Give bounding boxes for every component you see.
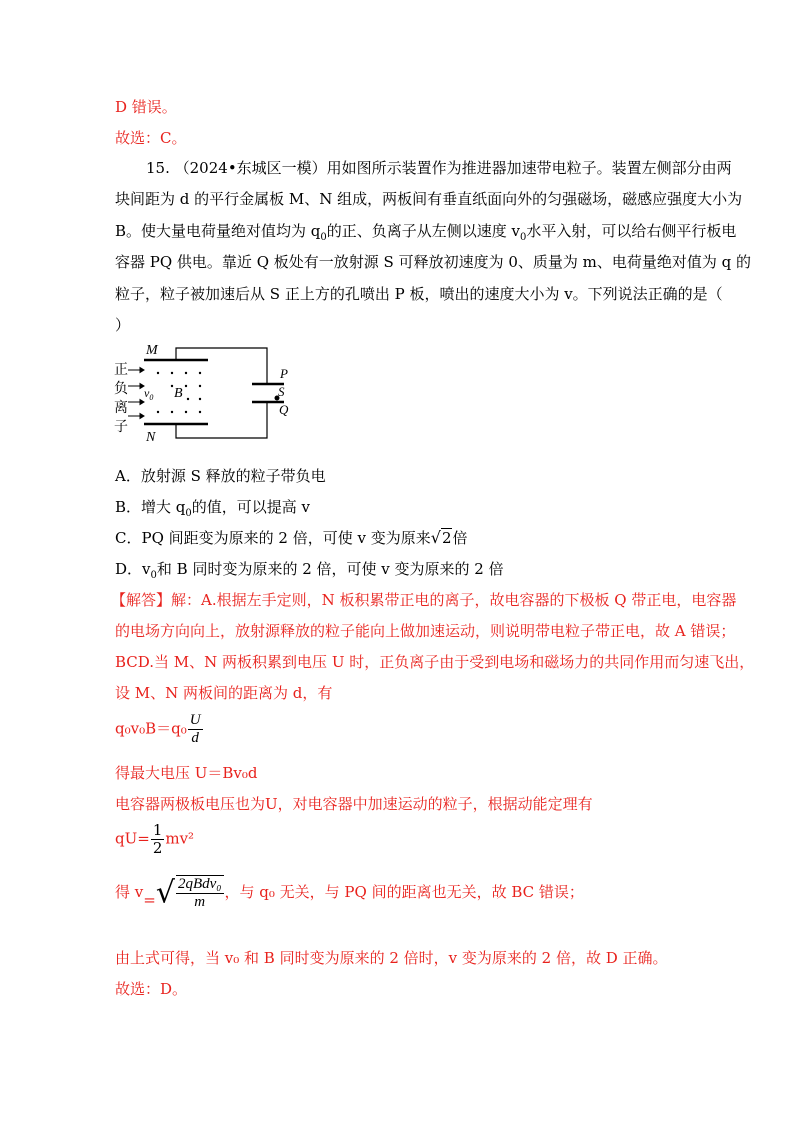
option-c: C．PQ 间距变为原来的 2 倍，可使 v 变为原来√2倍: [115, 528, 468, 547]
question-line-3: B。使大量电荷量绝对值均为 $q_0$的正、负离子从左侧以速度 $v_0$水平入射，可以给右侧平行板电: [115, 222, 737, 243]
side-char-3: 离: [114, 400, 128, 416]
question-line-4: 容器 PQ 供电。靠近 Q 板处有一放射源 S 可释放初速度为 0、质量为 m、电荷量绝对值为 q 的: [115, 253, 752, 271]
prev-d-wrong: D 错误。: [115, 98, 177, 116]
question-line-2: 块间距为 d 的平行金属板 M、N 组成，两板间有垂直纸面向外的匀强磁场，磁感应强度大小为: [115, 190, 743, 208]
question-line-1: 15. （2024•东城区一模）用如图所示装置作为推进器加速带电粒子。装置左侧部分由两: [146, 159, 732, 177]
sqrt-symbol: √: [430, 528, 441, 547]
equation-3: 得 v=√ $\frac{\text{2qBdv₀}}{m}$ ，与 q₀ 无关，与 PQ 间的距离也无关，故 BC 错误；: [115, 875, 584, 911]
solution-line-6: 电容器两极板电压也为U，对电容器中加速运动的粒子，根据动能定理有: [115, 795, 593, 813]
sqrt-symbol-big: √: [155, 875, 175, 911]
solution-tag: 【解答】: [111, 591, 172, 609]
question-line-6: ）: [115, 316, 131, 334]
label-s: S: [278, 384, 285, 399]
solution-line-2: 的电场方向向上，放射源释放的粒子能向上做加速运动，则说明带电粒子带正电，故 A 错误；: [115, 622, 736, 640]
label-p: P: [280, 366, 288, 381]
solution-line-1: 【解答】解：A.根据左手定则，N 板积累带正电的离子，故电容器的下极板 Q 带正电，电容器: [111, 591, 737, 609]
wire-bottom: [176, 402, 267, 438]
solution-answer: 故选：D。: [115, 980, 188, 998]
option-d: D．$v_0$和 B 同时变为原来的 2 倍，可使 v 变为原来的 2 倍: [115, 560, 504, 581]
label-m: M: [146, 343, 158, 358]
solution-line-4: 设 M、N 两板间的距离为 d，有: [115, 684, 333, 702]
label-n: N: [146, 430, 156, 445]
question-source: （2024•东城区一模）: [174, 159, 327, 177]
side-char-2: 负: [114, 381, 128, 397]
solution-line-7: 由上式可得，当 v₀ 和 B 同时变为原来的 2 倍时，v 变为原来的 2 倍，故 D 正确。: [115, 949, 668, 967]
equation-2: qU= $\frac{1}{2}$ mv²: [115, 821, 195, 857]
wire-top: [176, 348, 267, 384]
option-a: A．放射源 S 释放的粒子带负电: [115, 467, 326, 485]
solution-line-5: 得最大电压 U＝Bv₀d: [115, 764, 258, 782]
solution-line-3: BCD.当 M、N 两板积累到电压 U 时，正负离子由于受到电场和磁场力的共同作用而匀速飞出，: [115, 653, 755, 671]
equation-1: q₀v₀B＝q₀ $\frac{U}{d}$: [115, 712, 201, 746]
prev-answer: 故选：C。: [115, 129, 187, 147]
label-v0: $v_0$: [144, 386, 154, 402]
question-line-5: 粒子，粒子被加速后从 S 正上方的孔喷出 P 板，喷出的速度大小为 v。下列说法正确的是（: [115, 285, 723, 303]
apparatus-diagram: [112, 340, 312, 448]
option-b: B．增大 $q_0$的值，可以提高 v: [115, 498, 311, 519]
side-char-1: 正: [114, 362, 128, 378]
label-q: Q: [279, 402, 289, 417]
side-char-4: 子: [114, 419, 128, 435]
label-b: B: [174, 386, 183, 401]
question-number: 15.: [146, 159, 170, 177]
entry-arrows: [128, 368, 144, 419]
